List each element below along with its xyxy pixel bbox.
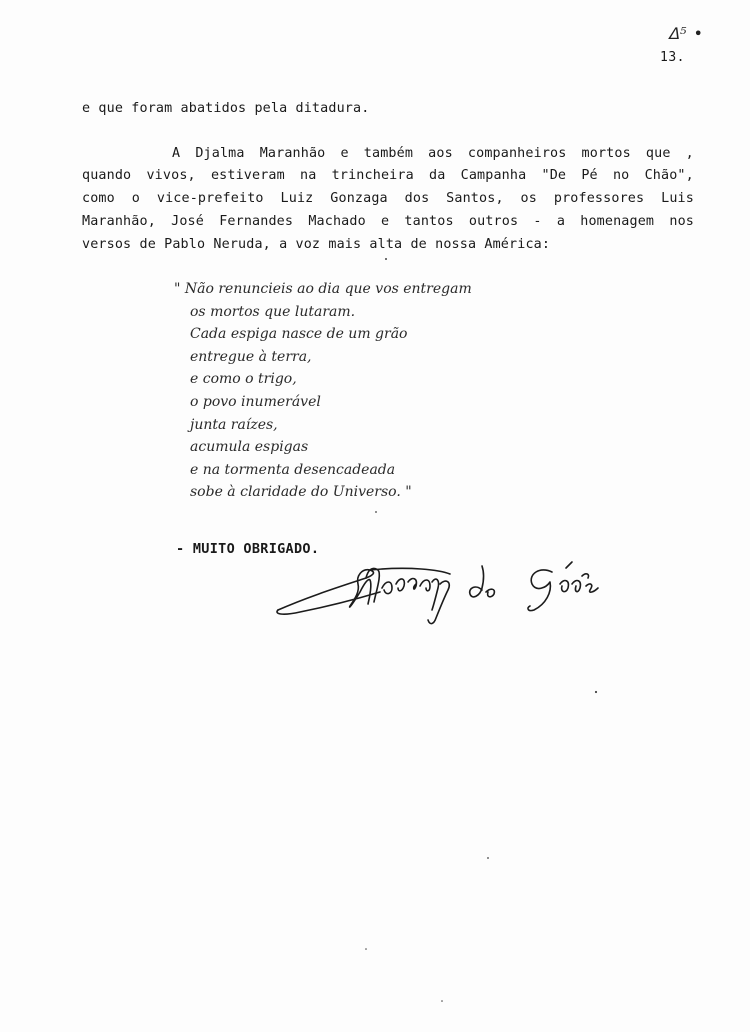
paragraph-line-3 bbox=[82, 191, 694, 206]
word: Luis bbox=[661, 191, 694, 206]
word: Djalma bbox=[195, 146, 245, 161]
word: - bbox=[533, 214, 542, 229]
word: A bbox=[172, 146, 181, 161]
word: os bbox=[520, 191, 537, 206]
word: e bbox=[381, 214, 390, 229]
word: como bbox=[82, 191, 115, 206]
word: Pé bbox=[581, 168, 598, 183]
word: tantos bbox=[404, 214, 454, 229]
poem-line: Cada espiga nasce de um grão bbox=[190, 326, 408, 343]
poem-line: " Não renuncieis ao dia que vos entregam bbox=[174, 281, 472, 297]
handwritten-signature bbox=[270, 548, 640, 638]
word: nos bbox=[669, 214, 694, 229]
word: Gonzaga bbox=[330, 191, 388, 206]
body-line-continuation: e que foram abatidos pela ditadura. bbox=[82, 101, 370, 116]
poem-line: o povo inumerável bbox=[190, 393, 321, 410]
poem-line: os mortos que lutaram. bbox=[190, 303, 356, 320]
word: que bbox=[645, 146, 671, 161]
word: outros bbox=[468, 214, 519, 229]
word: Luiz bbox=[280, 191, 314, 206]
word: vice-prefeito bbox=[156, 191, 264, 206]
word: a bbox=[556, 214, 566, 229]
poem-line: entregue à terra, bbox=[190, 348, 312, 365]
handwritten-page-mark: ᐃ⁵ • bbox=[668, 24, 704, 43]
word: estiveram bbox=[210, 168, 285, 183]
word: o bbox=[131, 191, 140, 206]
word: Maranhão bbox=[259, 146, 326, 161]
word: e bbox=[340, 146, 349, 161]
word: companheiros bbox=[467, 146, 567, 161]
paragraph-line-2 bbox=[82, 168, 694, 183]
word: Machado bbox=[308, 214, 366, 229]
word: Campanha bbox=[460, 168, 527, 183]
word: dos bbox=[404, 191, 430, 206]
poem-line: acumula espigas bbox=[190, 439, 309, 456]
word: quando bbox=[82, 168, 132, 183]
paragraph-line-5: versos de Pablo Neruda, a voz mais alta de nossa América: bbox=[82, 237, 551, 252]
paragraph-line-4 bbox=[82, 214, 694, 229]
page-number: 13. bbox=[660, 50, 685, 65]
word: homenagem bbox=[580, 214, 655, 229]
poem-line: sobe à claridade do Universo. " bbox=[190, 484, 412, 501]
poem-line: e como o trigo, bbox=[190, 371, 297, 388]
word: no bbox=[612, 168, 630, 183]
word: também bbox=[363, 146, 414, 161]
word: Maranhão, bbox=[82, 214, 156, 229]
word: vivos, bbox=[146, 168, 196, 183]
word: Fernandes bbox=[219, 214, 294, 229]
poem-line: junta raízes, bbox=[190, 416, 278, 433]
word: da bbox=[428, 168, 446, 183]
closing-thanks: - MUITO OBRIGADO. bbox=[176, 541, 320, 557]
word: mortos bbox=[581, 146, 631, 161]
word: professores bbox=[553, 191, 645, 206]
word: trincheira bbox=[331, 168, 414, 183]
poem-quote bbox=[174, 278, 472, 504]
word: , bbox=[685, 146, 694, 161]
word: Santos, bbox=[446, 191, 504, 206]
word: na bbox=[300, 168, 317, 183]
paragraph-line-1 bbox=[172, 146, 694, 161]
word: Chão", bbox=[644, 168, 694, 183]
word: aos bbox=[428, 146, 453, 161]
word: "De bbox=[541, 168, 567, 183]
poem-line: e na tormenta desencadeada bbox=[190, 461, 396, 478]
word: José bbox=[171, 214, 204, 229]
